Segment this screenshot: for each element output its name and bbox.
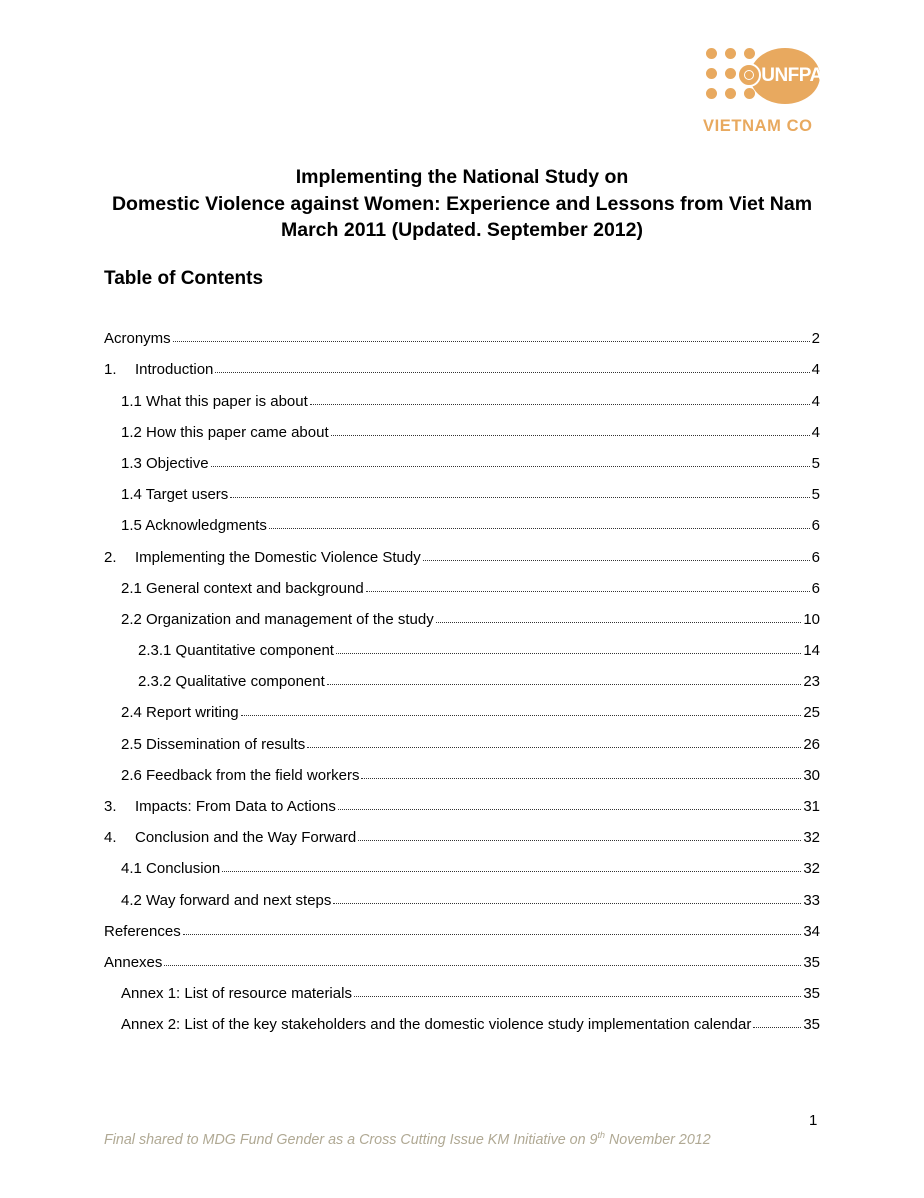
toc-dot-leader [338,809,801,810]
toc-entry[interactable] [104,753,820,784]
toc-entry-page: 10 [803,610,820,628]
footer-text-start: Final shared to MDG Fund Gender as a Cross Cutting Issue KM Initiative on 9 [104,1131,598,1148]
toc-entry-label: 1.5 Acknowledgments [121,517,267,535]
toc-entry-number: 2. [104,548,117,566]
toc-entry-label: Conclusion and the Way Forward [135,829,357,847]
toc-entry-page: 4 [811,361,820,379]
toc-entry-number: 4. [104,829,117,847]
toc-dot-leader [164,965,801,966]
toc-entry-label: Implementing the Domestic Violence Study [135,548,421,566]
toc-entry-page: 5 [811,454,820,472]
toc-entry-label: 2.2 Organization and management of the study [121,610,434,628]
toc-entry[interactable] [104,971,820,1002]
toc-entry[interactable] [104,378,820,409]
toc-entry-label: Annex 1: List of resource materials [121,985,352,1003]
page-number: 1 [809,1112,818,1129]
toc-entry-label: Impacts: From Data to Actions [135,798,336,815]
toc-entry-page: 35 [803,985,820,1003]
title-line-3: March 2011 (Updated. September 2012) [281,219,643,241]
toc-dot-leader [183,934,802,935]
toc-entry-label: Introduction [135,361,214,379]
toc-entry-page: 5 [811,486,820,504]
footer-note [104,1130,711,1148]
toc-entry[interactable] [104,316,820,347]
toc-entry-number: 1. [104,361,117,379]
toc-entry[interactable] [104,846,820,877]
toc-dot-leader [366,591,810,592]
toc-entry-number: 3. [104,798,117,815]
toc-entry[interactable] [104,877,820,908]
toc-entry-label: 4.1 Conclusion [121,860,221,878]
logo-office-text: VIETNAM CO [703,117,813,135]
toc-dot-leader [327,684,802,685]
toc-entry-page: 6 [811,517,820,535]
toc-entry-page: 2 [811,330,820,348]
un-globe-icon [737,63,761,87]
logo-brand-text: UNFPA [761,65,823,86]
toc-entry-label: 2.5 Dissemination of results [121,735,306,753]
toc-entry-label: 1.4 Target users [121,486,229,504]
toc-dot-leader [331,435,810,436]
toc-entry-page: 4 [811,392,820,410]
table-of-contents [104,316,820,1033]
toc-dot-leader [307,747,801,748]
toc-heading: Table of Contents [104,268,264,289]
title-line-1: Implementing the National Study on [295,166,629,188]
toc-entry[interactable] [104,597,820,628]
toc-dot-leader [423,560,810,561]
toc-entry-page: 25 [803,704,820,722]
toc-dot-leader [361,778,801,779]
toc-entry[interactable] [104,566,820,597]
toc-entry-label: 2.3.2 Qualitative component [138,673,325,691]
footer-text-end: November 2012 [604,1131,711,1148]
toc-entry[interactable] [104,940,820,971]
toc-dot-leader [310,404,810,405]
toc-entry-page: 23 [803,673,820,691]
toc-dot-leader [211,466,810,467]
toc-dot-leader [173,341,810,342]
toc-entry-page: 26 [803,735,820,753]
toc-entry-label: 1.1 What this paper is about [121,392,308,410]
toc-entry-label: 1.2 How this paper came about [121,423,329,441]
toc-entry-label: 2.3.1 Quantitative component [138,642,334,660]
toc-entry[interactable] [104,815,820,846]
toc-entry[interactable] [104,1002,820,1033]
toc-dot-leader [354,996,801,997]
toc-dot-leader [753,1027,801,1028]
title-line-2: Domestic Violence against Women: Experience and Lessons from Viet Nam [111,192,813,215]
footer-superscript: th [597,1130,605,1140]
toc-entry[interactable] [104,441,820,472]
toc-dot-leader [222,871,801,872]
toc-dot-leader [241,715,802,716]
document-title [0,164,924,244]
toc-entry-page: 14 [803,642,820,660]
toc-dot-leader [269,528,810,529]
toc-entry-page: 35 [803,953,820,971]
toc-entry-label: 2.6 Feedback from the field workers [121,766,360,784]
toc-entry-page: 32 [803,829,820,847]
toc-dot-leader [336,653,801,654]
toc-entry[interactable] [104,909,820,940]
toc-entry[interactable] [104,721,820,752]
unfpa-logo [700,44,825,139]
toc-dot-leader [333,903,801,904]
toc-entry[interactable] [104,659,820,690]
toc-entry-label: Annex 2: List of the key stakeholders and the domestic violence study implementation calendar [121,1016,752,1034]
toc-entry-label: 2.1 General context and background [121,579,364,597]
toc-entry-label: References [104,922,181,940]
toc-entry[interactable] [104,628,820,659]
toc-entry-page: 33 [803,891,820,909]
toc-entry-page: 31 [803,798,820,815]
toc-entry-page: 35 [803,1016,820,1034]
toc-entry-page: 6 [811,579,820,597]
toc-entry[interactable] [104,784,820,815]
toc-entry[interactable] [104,534,820,565]
toc-entry-label: 1.3 Objective [121,454,209,472]
toc-dot-leader [215,372,809,373]
toc-entry-page: 34 [803,922,820,940]
toc-dot-leader [436,622,802,623]
toc-entry-label: Annexes [104,953,163,971]
toc-entry-label: Acronyms [104,330,171,348]
toc-entry-page: 30 [803,766,820,784]
toc-entry[interactable] [104,503,820,534]
toc-entry-page: 4 [811,423,820,441]
toc-dot-leader [230,497,809,498]
toc-entry-label: 4.2 Way forward and next steps [121,891,332,909]
toc-dot-leader [358,840,801,841]
toc-entry-page: 32 [803,860,820,878]
toc-entry[interactable] [104,410,820,441]
toc-entry-page: 6 [811,548,820,566]
toc-entry-label: 2.4 Report writing [121,704,239,722]
toc-entry[interactable] [104,690,820,721]
toc-entry[interactable] [104,347,820,378]
toc-entry[interactable] [104,472,820,503]
